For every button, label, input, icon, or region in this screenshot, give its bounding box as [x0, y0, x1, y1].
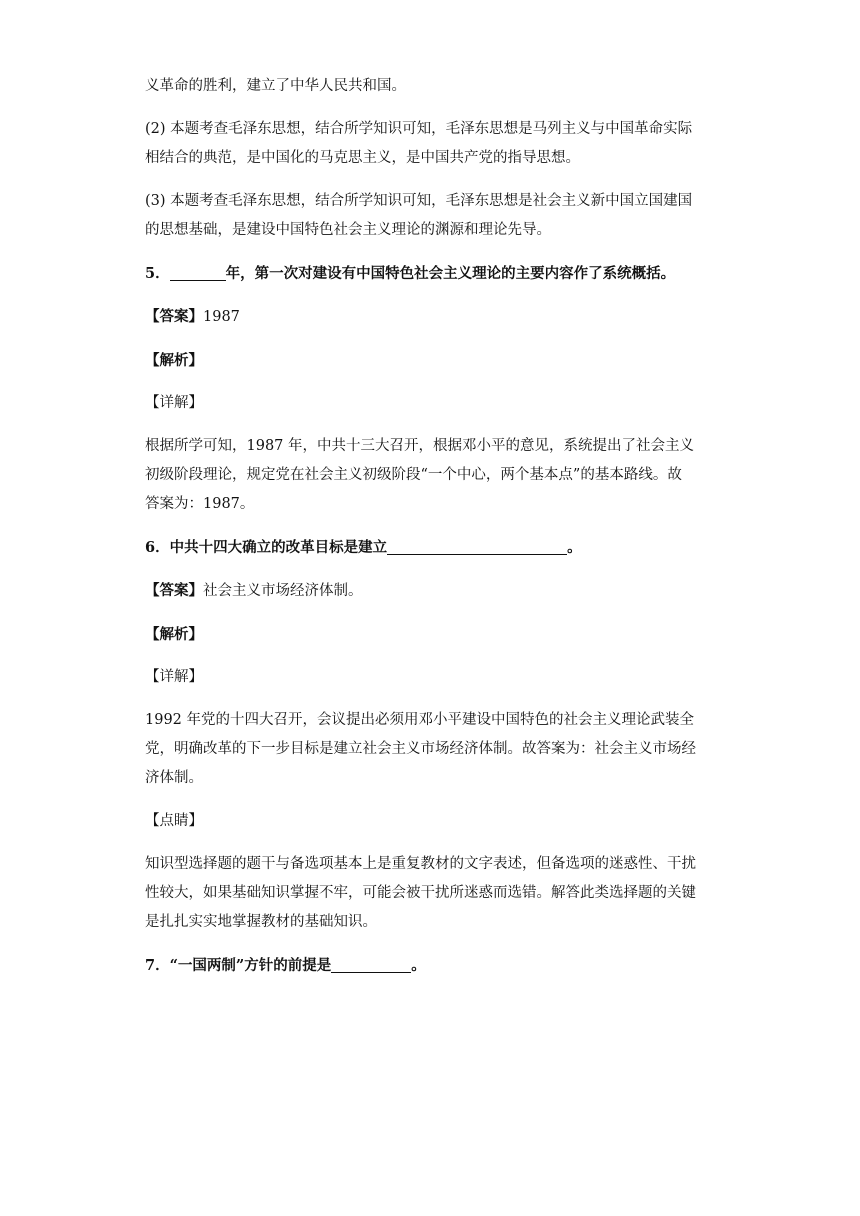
- answer-label: 【答案】: [145, 582, 203, 599]
- question-6-detail-line2: 党，明确改革的下一步目标是建立社会主义市场经济体制。故答案为：社会主义市场经: [145, 741, 696, 757]
- question-6: [145, 533, 725, 562]
- question-6-answer: [145, 576, 725, 606]
- answer-value: 社会主义市场经济体制。: [203, 583, 363, 599]
- question-7-period: 。: [411, 957, 426, 974]
- document-page: [145, 72, 725, 980]
- detail-label: 【详解】: [145, 395, 203, 411]
- question-7-blank: [331, 956, 411, 973]
- question-6-text: 中共十四大确立的改革目标是建立: [169, 539, 388, 556]
- question-5: [145, 259, 725, 288]
- question-6-detail-line3: 济体制。: [145, 770, 203, 786]
- question-7-text: “一国两制”方针的前提是: [169, 957, 332, 974]
- question-6-tip-line2: 性较大，如果基础知识掌握不牢，可能会被干扰所迷惑而选错。解答此类选择题的关键: [145, 885, 696, 901]
- question-5-detail-line1: 根据所学可知，1987 年，中共十三大召开，根据邓小平的意见，系统提出了社会主义: [145, 438, 695, 454]
- paragraph-point-2-line2: 相结合的典范，是中国化的马克思主义，是中国共产党的指导思想。: [145, 150, 580, 166]
- paragraph-point-3-line2: 的思想基础，是建设中国特色社会主义理论的渊源和理论先导。: [145, 222, 551, 238]
- paragraph-point-2-line1: (2) 本题考查毛泽东思想，结合所学知识可知，毛泽东思想是马列主义与中国革命实际: [145, 121, 693, 137]
- answer-value: 1987: [203, 309, 240, 325]
- answer-label: 【答案】: [145, 308, 203, 325]
- detail-label: 【详解】: [145, 669, 203, 685]
- question-5-text: 年，第一次对建设有中国特色社会主义理论的主要内容作了系统概括。: [225, 265, 676, 282]
- question-6-period: 。: [567, 539, 582, 556]
- analysis-label: 【解析】: [145, 626, 203, 643]
- question-5-detail-line3: 答案为：1987。: [145, 496, 255, 512]
- question-6-tip-line1: 知识型选择题的题干与备选项基本上是重复教材的文字表述，但备选项的迷惑性、干扰: [145, 856, 696, 872]
- question-5-blank: [170, 264, 226, 281]
- paragraph-continuation: 义革命的胜利，建立了中华人民共和国。: [145, 78, 406, 94]
- question-5-answer: [145, 302, 725, 332]
- question-5-detail-line2: 初级阶段理论，规定党在社会主义初级阶段“一个中心，两个基本点”的基本路线。故: [145, 467, 682, 483]
- question-6-tip-line3: 是扎扎实实地掌握教材的基础知识。: [145, 914, 377, 930]
- question-5-number: 5．: [145, 265, 170, 282]
- analysis-label: 【解析】: [145, 352, 203, 369]
- tip-label: 【点睛】: [145, 813, 203, 829]
- question-6-detail-line1: 1992 年党的十四大召开，会议提出必须用邓小平建设中国特色的社会主义理论武装全: [145, 712, 695, 728]
- paragraph-point-3-line1: (3) 本题考查毛泽东思想，结合所学知识可知，毛泽东思想是社会主义新中国立国建国: [145, 193, 693, 209]
- question-7: [145, 951, 725, 980]
- question-7-number: 7．: [145, 957, 170, 974]
- question-6-blank: [387, 538, 567, 555]
- question-6-number: 6．: [145, 539, 170, 556]
